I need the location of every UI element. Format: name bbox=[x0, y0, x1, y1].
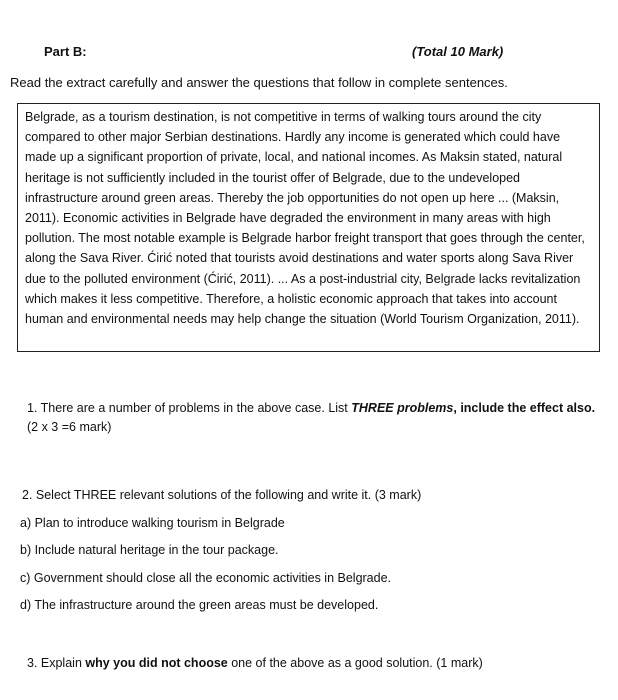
part-title: Part B: bbox=[44, 44, 87, 59]
question-3-continuation: one of the above as a good solution. (1 mark) bbox=[227, 656, 483, 670]
question-1-text: 1. There are a number of problems in the above case. List bbox=[27, 401, 352, 415]
option-c: c) Government should close all the economic activities in Belgrade. bbox=[20, 571, 392, 585]
question-1-marks: (2 x 3 =6 mark) bbox=[27, 420, 112, 434]
option-b: b) Include natural heritage in the tour package. bbox=[20, 543, 279, 557]
option-d: d) The infrastructure around the green areas must be developed. bbox=[20, 598, 379, 612]
extract-text: Belgrade, as a tourism destination, is not competitive in terms of walking tours around the city compared to other major Serbian destinations. Hardly any income is generated which could have made up a significant proportion of private, local, and national incomes. As Maksin stated, natural heritage is not sufficiently included in the tourist offer of Belgrade, due to the undeveloped infrastructure around green areas. Thereby the job opportunities do not open up here ... (Maksin, 2011). Economic activities in Belgrade have degraded the environment in many areas with high pollution. The most notable example is Belgrade harbor freight transport that goes through the center, along the Sava River. Ćirić noted that tourists avoid destinations and water sports along Sava River due to the polluted environment (Ćirić, 2011). ... As a post-industrial city, Belgrade lacks revitalization which makes it less competitive. Therefore, a holistic economic approach that takes into account human and environmental needs may help change the situation (World Tourism Organization, 2011). bbox=[25, 110, 585, 327]
question-1 bbox=[27, 399, 597, 437]
question-1-continuation: , include the effect also. bbox=[453, 401, 596, 415]
question-3-text: 3. Explain bbox=[27, 656, 86, 670]
total-marks: (Total 10 Mark) bbox=[412, 44, 504, 59]
question-3 bbox=[27, 654, 483, 673]
question-1-emphasis: THREE problems bbox=[351, 401, 454, 415]
option-a: a) Plan to introduce walking tourism in Belgrade bbox=[20, 516, 285, 530]
question-3-emphasis: why you did not choose bbox=[85, 656, 228, 670]
instruction-text: Read the extract carefully and answer the questions that follow in complete sentences. bbox=[10, 75, 508, 90]
extract-box bbox=[17, 103, 600, 352]
question-2: 2. Select THREE relevant solutions of the following and write it. (3 mark) bbox=[22, 488, 422, 502]
